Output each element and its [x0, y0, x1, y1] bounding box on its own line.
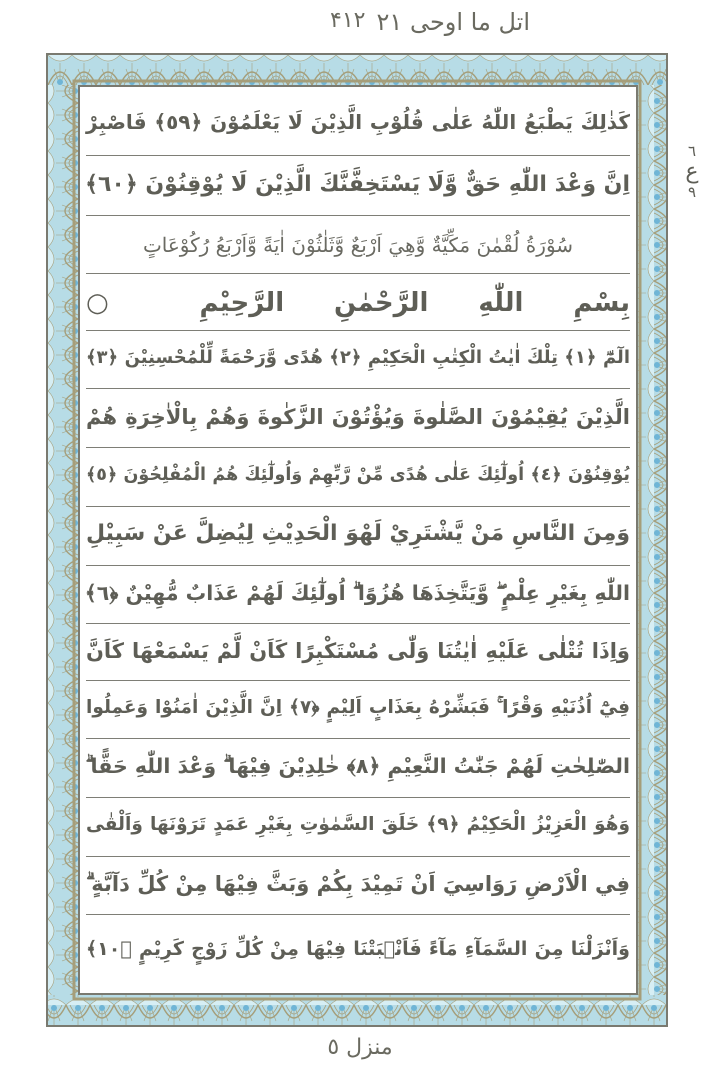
bismillah: بِسْمِ اللّٰهِ الرَّحْمٰنِ الرَّحِيْمِ ○ — [86, 275, 630, 331]
verse-line: اللّٰهِ بِغَيْرِ عِلْمٍ ۖ وَّيَتَّخِذَهَا هُزُوًا ۗ اُولٰٓئِكَ لَهُمْ عَذَابٌ مُّهِيْنٌ ﴿٦﴾ — [86, 567, 630, 624]
verse-line: فِي الْاَرْضِ رَوَاسِيَ اَنْ تَمِيْدَ بِكُمْ وَبَثَّ فِيْهَا مِنْ كُلِّ دَآبَّةٍ ۗ — [86, 858, 630, 915]
page-number: ۴۱۲ — [330, 8, 366, 33]
manzil-label: منزل ٥ — [327, 1035, 393, 1060]
verse-line: وَمِنَ النَّاسِ مَنْ يَّشْتَرِيْ لَهْوَ الْحَدِيْثِ لِيُضِلَّ عَنْ سَبِيْلِ — [86, 508, 630, 566]
ruku-bottom-number: ٩ — [687, 183, 697, 201]
ornamental-border — [46, 53, 668, 1027]
verse-line: وَاَنْزَلْنَا مِنَ السَّمَآءِ مَآءً فَاَنْۢبَتْنَا فِيْهَا مِنْ كُلِّ زَوْجٍ كَرِيْمٍ ﴿١٠﴾ — [86, 938, 630, 960]
line-1: كَذٰلِكَ يَطْبَعُ اللّٰهُ عَلٰى قُلُوْبِ الَّذِيْنَ لَا يَعْلَمُوْنَ ﴿٥٩﴾ فَاصْبِرْ — [86, 89, 630, 156]
surah-heading: سُوْرَةُ لُقْمٰنَ مَكِّيَّةٌ وَّهِيَ اَرْبَعٌ وَّثَلٰثُوْنَ اٰيَةً وَّاَرْبَعُ رُكُوْعَاتٍ — [86, 217, 630, 274]
juz-title: اتل ما اوحی ۲۱ — [376, 8, 530, 36]
verse-line: فِيْٓ اُذُنَيْهِ وَقْرًا ۚ فَبَشِّرْهُ بِعَذَابٍ اَلِيْمٍ ﴿٧﴾ اِنَّ الَّذِيْنَ اٰمَنُوْا وَعَمِلُوا — [86, 682, 630, 739]
verse-line: وَاِذَا تُتْلٰى عَلَيْهِ اٰيٰتُنَا وَلّٰى مُسْتَكْبِرًا كَاَنْ لَّمْ يَسْمَعْهَا كَاَنَّ — [86, 625, 630, 681]
verse-line: الصّٰلِحٰتِ لَهُمْ جَنّٰتُ النَّعِيْمِ ﴿٨﴾ خٰلِدِيْنَ فِيْهَا ۗ وَعْدَ اللّٰهِ حَقًّا ۗ — [86, 740, 630, 798]
ruku-sign: ع — [685, 159, 699, 184]
text-panel — [78, 85, 638, 995]
verse-line: وَهُوَ الْعَزِيْزُ الْحَكِيْمُ ﴿٩﴾ خَلَقَ السَّمٰوٰتِ بِغَيْرِ عَمَدٍ تَرَوْنَهَا وَاَلْقٰى — [86, 799, 630, 857]
line-2: اِنَّ وَعْدَ اللّٰهِ حَقٌّ وَّلَا يَسْتَخِفَّنَّكَ الَّذِيْنَ لَا يُوْقِنُوْنَ ﴿٦٠﴾ — [86, 159, 630, 216]
verse-line: يُوْقِنُوْنَ ﴿٤﴾ اُولٰٓئِكَ عَلٰى هُدًى مِّنْ رَّبِّهِمْ وَاُولٰٓئِكَ هُمُ الْمُفْلِحُوْنَ ﴿٥﴾ — [86, 449, 630, 507]
verse-line: الَّذِيْنَ يُقِيْمُوْنَ الصَّلٰوةَ وَيُؤْتُوْنَ الزَّكٰوةَ وَهُمْ بِالْاٰخِرَةِ هُمْ — [86, 391, 630, 448]
verse-line: الٓمّٓ ﴿١﴾ تِلْكَ اٰيٰتُ الْكِتٰبِ الْحَكِيْمِ ﴿٢﴾ هُدًى وَّرَحْمَةً لِّلْمُحْسِنِيْنَ ﴿٣﴾ — [86, 332, 630, 389]
ruku-top-number: ٦ — [687, 142, 697, 160]
ruku-marker — [674, 143, 710, 201]
